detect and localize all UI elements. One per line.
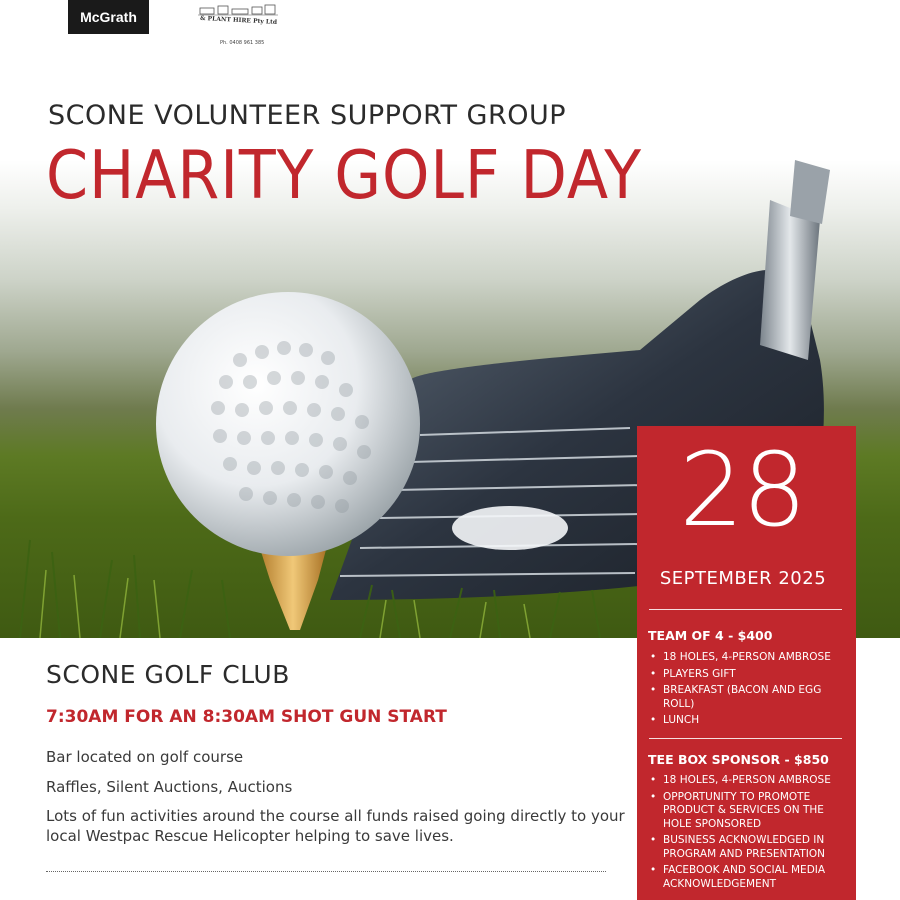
- package-list-team: [648, 651, 843, 731]
- package-list-sponsor: [648, 774, 843, 894]
- start-time: 7:30AM FOR AN 8:30AM SHOT GUN START: [46, 707, 447, 727]
- mcgrath-logo: McGrath: [68, 0, 149, 34]
- package-title-sponsor: TEE BOX SPONSOR - $850: [648, 752, 829, 767]
- event-month-year: SEPTEMBER 2025: [659, 568, 827, 589]
- list-item: • OPPORTUNITY TO PROMOTE PRODUCT & SERVICES ON THE HOLE SPONSORED: [648, 791, 843, 832]
- fundraising-info: Lots of fun activities around the course all funds raised going directly to your local Westpac Rescue Helicopter helping to save lives.: [46, 807, 625, 845]
- package-title-team: TEAM OF 4 - $400: [648, 628, 773, 643]
- event-title: CHARITY GOLF DAY: [46, 136, 643, 214]
- raffles-info: Raffles, Silent Auctions, Auctions: [46, 778, 293, 796]
- machinery-illustration: [198, 0, 278, 16]
- list-item: • BREAKFAST (BACON AND EGG ROLL): [648, 684, 843, 711]
- list-item: • LUNCH: [648, 714, 843, 728]
- divider: [649, 609, 842, 610]
- list-item: • PLAYERS GIFT: [648, 668, 843, 682]
- list-item: • 18 HOLES, 4-PERSON AMBROSE: [648, 774, 843, 788]
- event-day: 28: [679, 431, 805, 550]
- bar-info: Bar located on golf course: [46, 748, 244, 766]
- dotted-divider: [46, 871, 606, 872]
- venue-name: SCONE GOLF CLUB: [46, 660, 290, 689]
- plant-hire-phone: Ph. 0408 961 385: [220, 40, 265, 46]
- plant-hire-name: & PLANT HIRE Pty Ltd: [199, 14, 278, 26]
- organizer-heading: SCONE VOLUNTEER SUPPORT GROUP: [48, 100, 567, 131]
- list-item: • 18 HOLES, 4-PERSON AMBROSE: [648, 651, 843, 665]
- event-info-panel: [637, 426, 856, 900]
- plant-hire-logo: [196, 0, 286, 55]
- divider: [649, 738, 842, 739]
- list-item: • FACEBOOK AND SOCIAL MEDIA ACKNOWLEDGEMENT: [648, 864, 843, 891]
- list-item: • BUSINESS ACKNOWLEDGED IN PROGRAM AND PRESENTATION: [648, 834, 843, 861]
